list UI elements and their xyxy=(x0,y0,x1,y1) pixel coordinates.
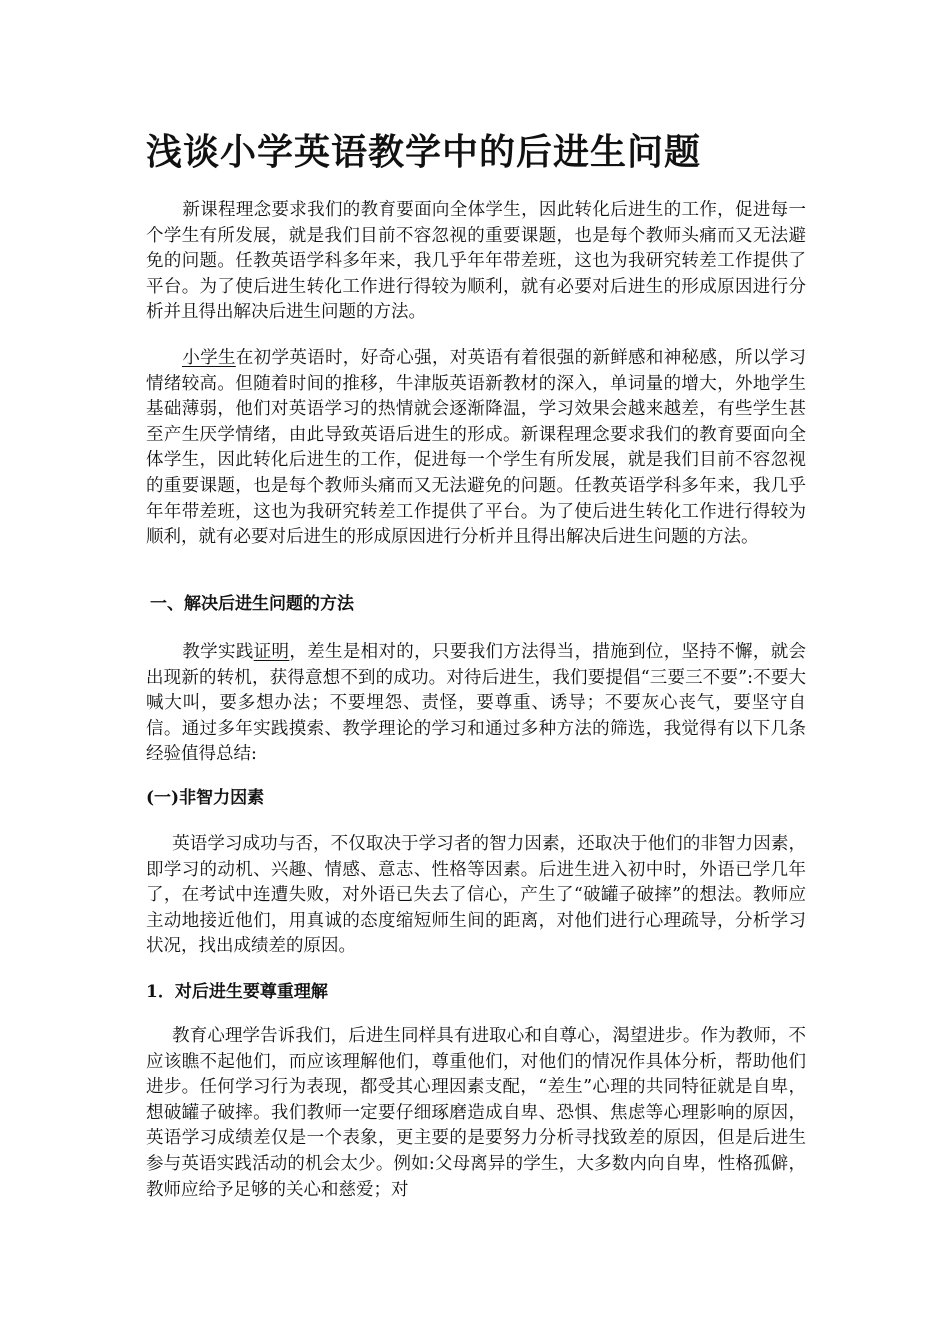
pupil-link[interactable]: 小学生 xyxy=(182,348,236,368)
section-heading-methods: 一、解决后进生问题的方法 xyxy=(150,594,354,614)
paragraph-methods-pre: 教学实践 xyxy=(182,642,254,662)
paragraph-respect-text: 教育心理学告诉我们，后进生同样具有进取心和自尊心，渴望进步。作为教师，不应该瞧不起他们，而应该理解他们，尊重他们，对他们的情况作具体分析，帮助他们进步。任何学习行为表现，都受其心理因素支配，“差生”心理的共同特征就是自卑，想破罐子破摔。我们教师一定要仔细琢磨造成自卑、恐惧、焦虑等心理影响的原因，英语学习成绩差仅是一个表象，更主要的是要努力分析寻找致差的原因，但是后进生参与英语实践活动的机会太少。例如:父母离异的学生，大多数内向自卑，性格孤僻，教师应给予足够的关心和慈爱；对 xyxy=(146,1026,806,1200)
item-heading-respect: 1．对后进生要尊重理解 xyxy=(146,982,328,1002)
document-title: 浅谈小学英语教学中的后进生问题 xyxy=(146,131,702,173)
paragraph-nonintellectual xyxy=(146,832,806,960)
paragraph-nonintellectual-text: 英语学习成功与否，不仅取决于学习者的智力因素，还取决于他们的非智力因素，即学习的动机、兴趣、情感、意志、性格等因素。后进生进入初中时，外语已学几年了，在考试中连遭失败，对外语已失去了信心，产生了“破罐子破摔”的想法。教师应主动地接近他们，用真诚的态度缩短师生间的距离，对他们进行心理疏导，分析学习状况，找出成绩差的原因。 xyxy=(146,834,806,957)
proof-link[interactable]: 证明 xyxy=(253,642,290,662)
paragraph-intro xyxy=(146,198,806,326)
paragraph-background xyxy=(146,346,806,551)
paragraph-background-text: 在初学英语时，好奇心强，对英语有着很强的新鲜感和神秘感，所以学习情绪较高。但随着时间的推移，牛津版英语新教材的深入，单词量的增大，外地学生基础薄弱，他们对英语学习的热情就会逐渐降温，学习效果会越来越差，有些学生甚至产生厌学情绪，由此导致英语后进生的形成。新课程理念要求我们的教育要面向全体学生，因此转化后进生的工作，促进每一个学生有所发展，就是我们目前不容忽视的重要课题，也是每个教师头痛而又无法避免的问题。任教英语学科多年来，我几乎年年带差班，这也为我研究转差工作提供了平台。为了使后进生转化工作进行得较为顺利，就有必要对后进生的形成原因进行分析并且得出解决后进生问题的方法。 xyxy=(146,348,807,548)
paragraph-methods xyxy=(146,640,806,768)
subsection-heading-nonintellectual: (一)非智力因素 xyxy=(146,788,265,808)
paragraph-respect xyxy=(146,1024,806,1203)
paragraph-intro-text: 新课程理念要求我们的教育要面向全体学生，因此转化后进生的工作，促进每一个学生有所发展，就是我们目前不容忽视的重要课题，也是每个教师头痛而又无法避免的问题。任教英语学科多年来，我几乎年年带差班，这也为我研究转差工作提供了平台。为了使后进生转化工作进行得较为顺利，就有必要对后进生的形成原因进行分析并且得出解决后进生问题的方法。 xyxy=(146,200,806,323)
paragraph-methods-text: ，差生是相对的，只要我们方法得当，措施到位，坚持不懈，就会出现新的转机，获得意想不到的成功。对待后进生，我们要提倡“三要三不要”:不要大喊大叫，要多想办法；不要埋怨、责怪，要尊重、诱导；不要灰心丧气，要坚守自信。通过多年实践摸索、教学理论的学习和通过多种方法的筛选，我觉得有以下几条经验值得总结: xyxy=(146,642,807,765)
